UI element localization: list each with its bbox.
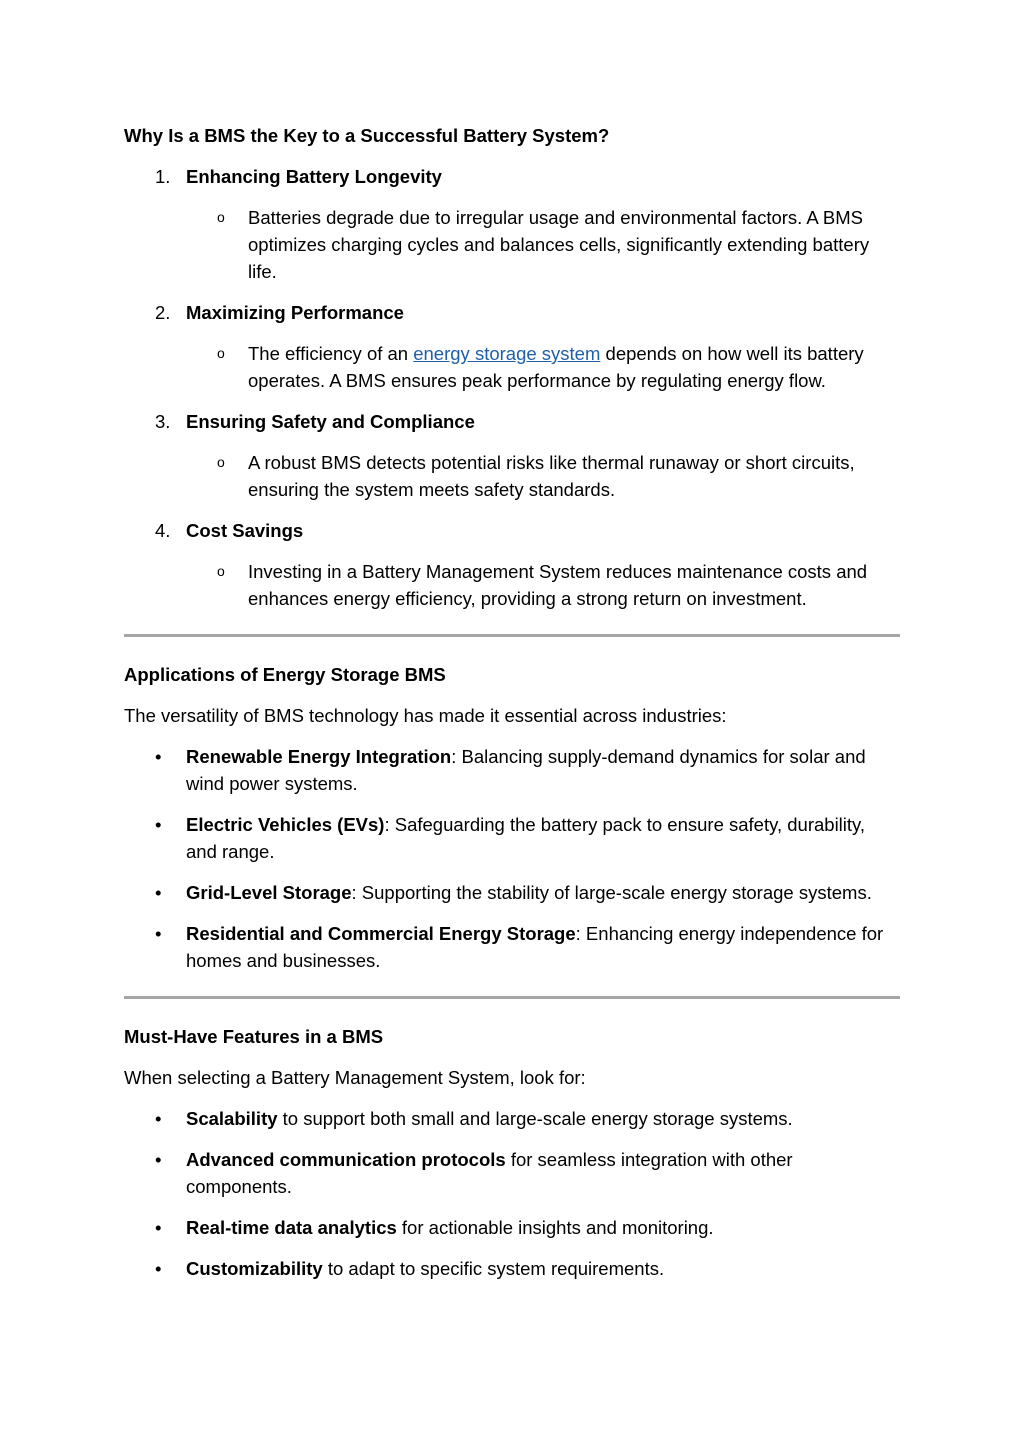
numbered-item-4 bbox=[124, 517, 900, 544]
numbered-item-1 bbox=[124, 163, 900, 190]
item-text: : Supporting the stability of large-scale energy storage systems. bbox=[351, 882, 872, 903]
item-detail-before: The efficiency of an bbox=[248, 343, 414, 364]
item-text: to support both small and large-scale energy storage systems. bbox=[277, 1108, 793, 1129]
bullet-icon: • bbox=[155, 1108, 162, 1129]
item-number: 3. bbox=[155, 411, 171, 432]
sub-list-item bbox=[124, 558, 900, 612]
numbered-item-2 bbox=[124, 299, 900, 326]
list-item bbox=[124, 879, 900, 906]
item-text: : Safeguarding the battery pack to ensure safety, durability, and range. bbox=[186, 814, 866, 862]
sub-list-item bbox=[124, 340, 900, 394]
item-title: Ensuring Safety and Compliance bbox=[186, 411, 475, 432]
item-detail: Investing in a Battery Management System reduces maintenance costs and enhances energy efficiency, providing a strong return on investment. bbox=[248, 561, 868, 609]
list-item bbox=[124, 811, 900, 865]
section-intro: When selecting a Battery Management System, look for: bbox=[124, 1067, 586, 1088]
section-heading-applications: Applications of Energy Storage BMS bbox=[124, 664, 446, 685]
bullet-icon: • bbox=[155, 882, 162, 903]
circle-bullet-icon: o bbox=[217, 209, 225, 225]
item-text: for seamless integration with other components. bbox=[186, 1149, 793, 1197]
item-text: for actionable insights and monitoring. bbox=[396, 1217, 714, 1238]
circle-bullet-icon: o bbox=[217, 454, 225, 470]
item-bold-label: Residential and Commercial Energy Storage bbox=[186, 923, 576, 944]
item-bold-label: Grid-Level Storage bbox=[186, 882, 352, 903]
document-page bbox=[124, 122, 900, 1296]
item-text: to adapt to specific system requirements. bbox=[322, 1258, 665, 1279]
item-bold-label: Customizability bbox=[186, 1258, 323, 1279]
item-text: : Balancing supply-demand dynamics for solar and wind power systems. bbox=[186, 746, 866, 794]
item-detail: A robust BMS detects potential risks like thermal runaway or short circuits, ensuring the system meets safety standards. bbox=[248, 452, 855, 500]
list-item bbox=[124, 1214, 900, 1241]
section-divider bbox=[124, 634, 900, 637]
bullet-icon: • bbox=[155, 1258, 162, 1279]
circle-bullet-icon: o bbox=[217, 563, 225, 579]
section-heading-why-bms: Why Is a BMS the Key to a Successful Battery System? bbox=[124, 125, 610, 146]
bullet-icon: • bbox=[155, 923, 162, 944]
item-bold-label: Scalability bbox=[186, 1108, 278, 1129]
circle-bullet-icon: o bbox=[217, 345, 225, 361]
item-bold-label: Renewable Energy Integration bbox=[186, 746, 452, 767]
item-number: 2. bbox=[155, 302, 171, 323]
item-detail-after: depends on how well its battery operates. A BMS ensures peak performance by regulating energy flow. bbox=[248, 343, 864, 391]
energy-storage-system-link[interactable]: energy storage system bbox=[413, 343, 601, 364]
section-heading-must-have-features: Must-Have Features in a BMS bbox=[124, 1026, 384, 1047]
sub-list-item bbox=[124, 204, 900, 285]
list-item bbox=[124, 1255, 900, 1282]
item-bold-label: Real-time data analytics bbox=[186, 1217, 397, 1238]
list-item bbox=[124, 1105, 900, 1132]
list-item bbox=[124, 743, 900, 797]
list-item bbox=[124, 1146, 900, 1200]
item-title: Enhancing Battery Longevity bbox=[186, 166, 442, 187]
bullet-icon: • bbox=[155, 814, 162, 835]
list-item bbox=[124, 920, 900, 974]
item-bold-label: Advanced communication protocols bbox=[186, 1149, 506, 1170]
item-bold-label: Electric Vehicles (EVs) bbox=[186, 814, 385, 835]
item-title: Cost Savings bbox=[186, 520, 304, 541]
item-detail: Batteries degrade due to irregular usage and environmental factors. A BMS optimizes charging cycles and balances cells, significantly extending battery life. bbox=[248, 207, 870, 282]
sub-list-item bbox=[124, 449, 900, 503]
bullet-icon: • bbox=[155, 746, 162, 767]
item-title: Maximizing Performance bbox=[186, 302, 404, 323]
bullet-icon: • bbox=[155, 1217, 162, 1238]
section-divider bbox=[124, 996, 900, 999]
item-text: : Enhancing energy independence for homes and businesses. bbox=[186, 923, 884, 971]
numbered-item-3 bbox=[124, 408, 900, 435]
item-number: 4. bbox=[155, 520, 171, 541]
section-intro: The versatility of BMS technology has made it essential across industries: bbox=[124, 705, 727, 726]
item-number: 1. bbox=[155, 166, 171, 187]
bullet-icon: • bbox=[155, 1149, 162, 1170]
